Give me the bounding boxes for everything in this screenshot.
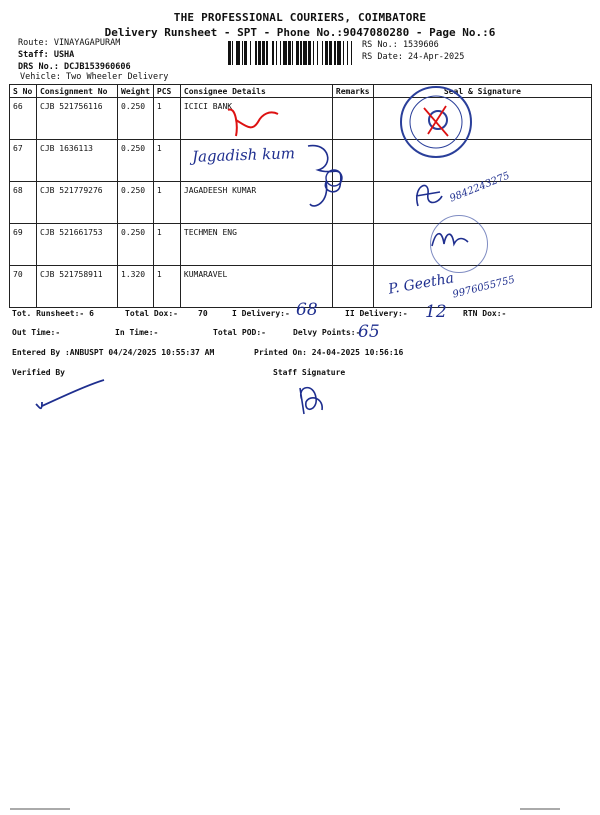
entered-by: Entered By :ANBUSPT 04/24/2025 10:55:37 AM [12, 348, 215, 357]
cell-pcs: 1 [153, 182, 180, 224]
cell-consignment: CJB 1636113 [37, 140, 118, 182]
row67-handwritten-name: Jagadish kum [191, 144, 296, 166]
in-time-label: In Time:- [115, 328, 159, 337]
table-header-row [10, 85, 592, 98]
seal-ring-icon [402, 88, 470, 156]
cell-consignment: CJB 521756116 [37, 98, 118, 140]
ii-delivery-handwritten: 12 [425, 302, 447, 322]
barcode [228, 41, 354, 65]
cell-pcs: 1 [153, 224, 180, 266]
total-dox-label: Total Dox:- [125, 309, 178, 318]
cell-sno: 66 [10, 98, 37, 140]
cell-weight: 1.320 [118, 266, 154, 308]
drs-label: DRS No.: DCJB153960606 [18, 62, 131, 72]
cell-remarks [332, 224, 373, 266]
cell-sno: 69 [10, 224, 37, 266]
table-row [10, 224, 592, 266]
cell-consignee: JAGADEESH KUMAR [180, 182, 332, 224]
row68-signature [408, 176, 448, 212]
row68-handwritten-phone: 9842243275 [448, 170, 512, 205]
sheet-subtitle: Delivery Runsheet - SPT - Phone No.:9047080280 - Page No.:6 [104, 26, 496, 39]
bank-seal-stamp [400, 86, 472, 158]
col-pcs: PCS [153, 85, 180, 98]
delvy-points-label: Delvy Points:- [293, 328, 361, 337]
col-consignment: Consignment No [37, 85, 118, 98]
table-row [10, 98, 592, 140]
edge-marks-icon [0, 807, 600, 811]
col-weight: Weight [118, 85, 154, 98]
staff-signature-label: Staff Signature [273, 368, 346, 377]
cell-pcs: 1 [153, 266, 180, 308]
staff-signature-scribble [294, 380, 334, 420]
cell-consignee: ICICI BANK [180, 98, 332, 140]
cell-sno: 70 [10, 266, 37, 308]
cell-weight: 0.250 [118, 182, 154, 224]
row70-handwritten-name: P. Geetha [387, 270, 456, 298]
vehicle-label: Vehicle: Two Wheeler Delivery [20, 72, 169, 82]
verified-by-signature [30, 378, 110, 414]
cell-consignment: CJB 521779276 [37, 182, 118, 224]
tot-runsheet: Tot. Runsheet:- 6 [12, 309, 94, 318]
rs-no-label: RS No.: 1539606 [362, 40, 439, 50]
row67-scribble [300, 140, 350, 215]
cell-remarks [332, 266, 373, 308]
col-seal: Seal & Signature [373, 85, 591, 98]
cell-sno: 68 [10, 182, 37, 224]
cell-pcs: 1 [153, 140, 180, 182]
col-consignee: Consignee Details [180, 85, 332, 98]
out-time-label: Out Time:- [12, 328, 61, 337]
col-sno: S No [10, 85, 37, 98]
sheet-title: THE PROFESSIONAL COURIERS, COIMBATORE [173, 11, 427, 24]
cell-sno: 67 [10, 140, 37, 182]
staff-label: Staff: USHA [18, 50, 75, 60]
cell-weight: 0.250 [118, 140, 154, 182]
cell-consignment: CJB 521758911 [37, 266, 118, 308]
cell-consignee: KUMARAVEL [180, 266, 332, 308]
printed-on: Printed On: 24-04-2025 10:56:16 [254, 348, 404, 357]
rtn-dox-label: RTN Dox:- [463, 309, 507, 318]
col-remarks: Remarks [332, 85, 373, 98]
barcode-bar [352, 41, 353, 65]
row66-red-signature [222, 100, 282, 145]
total-pod-label: Total POD:- [213, 328, 266, 337]
delvy-points-handwritten: 65 [358, 322, 380, 342]
cell-pcs: 1 [153, 98, 180, 140]
cell-weight: 0.250 [118, 224, 154, 266]
cell-remarks [332, 98, 373, 140]
cell-weight: 0.250 [118, 98, 154, 140]
total-dox-value: 70 [198, 309, 208, 318]
faded-stamp [430, 215, 488, 273]
route-label: Route: VINAYAGAPURAM [18, 38, 121, 48]
i-delivery-handwritten: 68 [296, 300, 318, 320]
verified-by-label: Verified By [12, 368, 65, 377]
bottom-edge-marks [0, 796, 600, 800]
cell-consignee: TECHMEN ENG [180, 224, 332, 266]
row70-handwritten-phone: 9976055755 [451, 274, 517, 301]
rs-date-label: RS Date: 24-Apr-2025 [362, 52, 465, 62]
ii-delivery-label: II Delivery:- [345, 309, 408, 318]
cell-consignment: CJB 521661753 [37, 224, 118, 266]
i-delivery-label: I Delivery:- [232, 309, 290, 318]
